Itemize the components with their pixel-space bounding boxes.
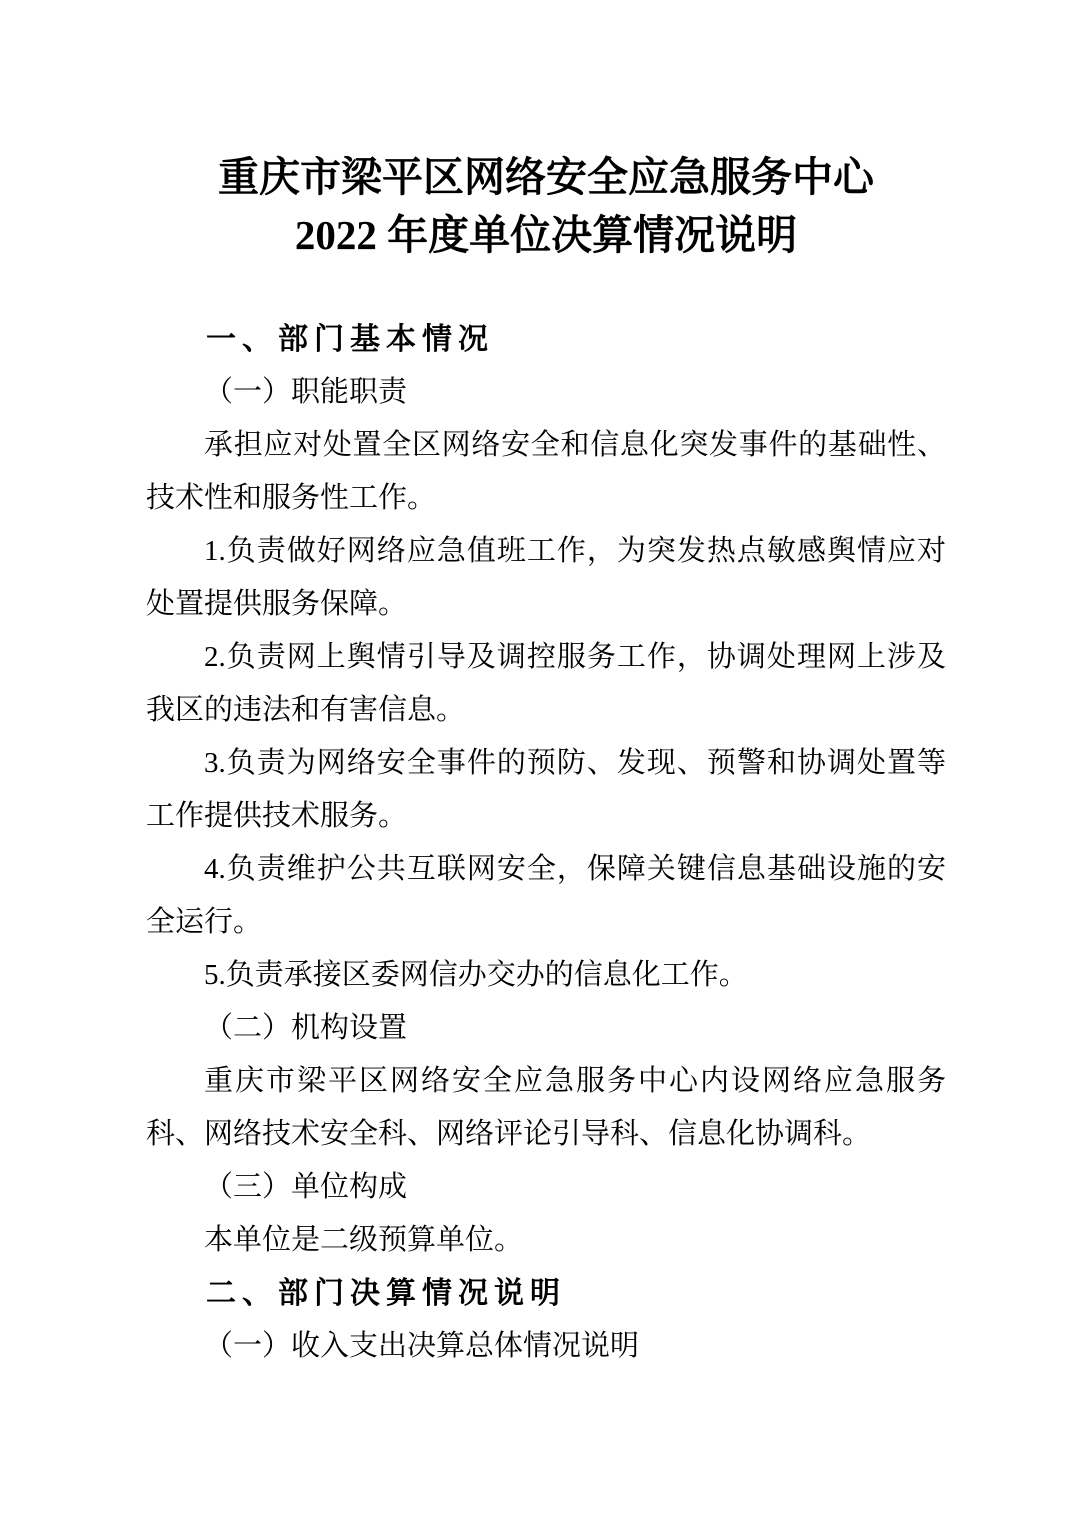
document-title (146, 148, 946, 264)
paragraph: 1.负责做好网络应急值班工作，为突发热点敏感舆情应对处置提供服务保障。 (146, 535, 946, 620)
subsection-heading: （三）单位构成 (204, 1171, 408, 1203)
paragraph: 本单位是二级预算单位。 (204, 1224, 524, 1256)
paragraph: 4.负责维护公共互联网安全，保障关键信息基础设施的安全运行。 (146, 853, 946, 938)
paragraph: 3.负责为网络安全事件的预防、发现、预警和协调处置等工作提供技术服务。 (146, 747, 946, 832)
paragraph: 2.负责网上舆情引导及调控服务工作，协调处理网上涉及我区的违法和有害信息。 (146, 641, 946, 726)
paragraph: 承担应对处置全区网络安全和信息化突发事件的基础性、技术性和服务性工作。 (146, 429, 946, 514)
section-heading: 二、部门决算情况说明 (206, 1277, 566, 1310)
document-title-line1: 重庆市梁平区网络安全应急服务中心 (218, 154, 874, 200)
document-body (146, 313, 946, 1373)
section-heading: 一、部门基本情况 (206, 323, 494, 356)
subsection-heading: （一）收入支出决算总体情况说明 (204, 1330, 640, 1362)
subsection-heading: （二）机构设置 (204, 1012, 408, 1044)
paragraph: 重庆市梁平区网络安全应急服务中心内设网络应急服务科、网络技术安全科、网络评论引导科、信息化协调科。 (146, 1065, 946, 1150)
document-title-line2: 2022 年度单位决算情况说明 (294, 212, 798, 258)
paragraph: 5.负责承接区委网信办交办的信息化工作。 (204, 959, 748, 991)
subsection-heading: （一）职能职责 (204, 376, 408, 408)
